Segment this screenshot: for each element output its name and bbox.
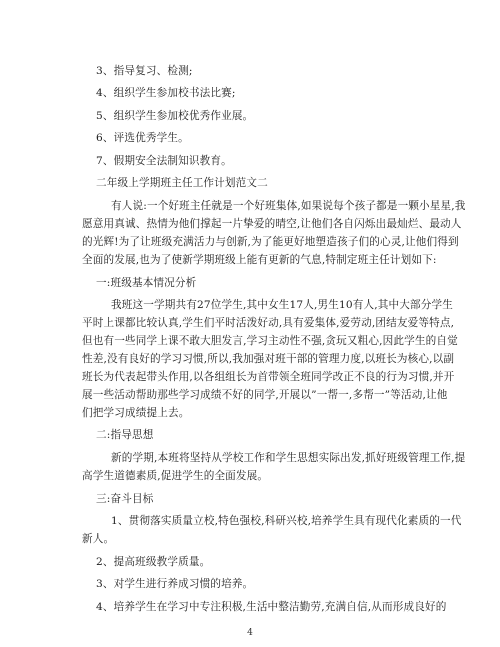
paragraph-line: 新的学期,本班将坚持从学校工作和学生思想实际出发,抓好班级管理工作,提 bbox=[111, 452, 466, 464]
list-item: 3、指导复习、检测; bbox=[96, 65, 193, 77]
list-item: 4、培养学生在学习中专注积极,生活中整洁勤劳,充满自信,从而形成良好的 bbox=[96, 601, 447, 613]
paragraph-line: 性差,没有良好的学习习惯,所以,我加强对班干部的管理力度,以班长为核心,以副 bbox=[82, 353, 455, 365]
page-number: 4 bbox=[247, 628, 253, 638]
paragraph-line: 愿意用真诚、热情为他们撑起一片挚爱的晴空,让他们各自闪烁出最灿烂、最动人 bbox=[82, 218, 462, 230]
paragraph-line: 展一些活动帮助那些学习成绩不好的同学,开展以”一帮一,多帮一”等活动,让他 bbox=[82, 389, 448, 401]
paragraph-line: 班长为代表起带头作用,以各组组长为首带领全班同学改正不良的行为习惯,并开 bbox=[82, 371, 455, 383]
paragraph-line: 高学生道德素质,促进学生的全面发展。 bbox=[82, 470, 269, 482]
list-item: 1、贯彻落实质量立校,特色强校,科研兴校,培养学生具有现代化素质的一代 bbox=[111, 515, 462, 527]
list-item: 6、评选优秀学生。 bbox=[96, 132, 189, 144]
section-heading: 三:奋斗目标 bbox=[96, 493, 154, 505]
section-heading: 二:指导思想 bbox=[96, 429, 154, 441]
section-heading: 一:班级基本情况分析 bbox=[96, 277, 197, 289]
list-item: 5、组织学生参加校优秀作业展。 bbox=[96, 110, 254, 122]
list-item: 3、对学生进行养成习惯的培养。 bbox=[96, 578, 254, 590]
list-item: 7、假期安全法制知识教育。 bbox=[96, 155, 232, 167]
paragraph-line: 平时上课都比较认真,学生们平时活泼好动,具有爱集体,爱劳动,团结友爱等特点, bbox=[82, 317, 455, 329]
paragraph-line: 们把学习成绩提上去。 bbox=[82, 407, 190, 419]
list-item: 4、组织学生参加校书法比赛; bbox=[96, 87, 236, 99]
paragraph-line: 但也有一些同学上课不敢大胆发言,学习主动性不强,贪玩又粗心,因此学生的自觉 bbox=[82, 335, 458, 347]
paragraph-line: 我班这一学期共有27位学生,其中女生17人,男生10有人,其中大部分学生 bbox=[111, 299, 453, 311]
paragraph-line: 有人说:一个好班主任就是一个好班集体,如果说每个孩子都是一颗小星星,我 bbox=[111, 200, 466, 212]
paragraph-line: 全面的发展,也为了使新学期班级上能有更新的气息,特制定班主任计划如下: bbox=[82, 254, 437, 266]
paragraph-line: 的光辉!为了让班级充满活力与创新,为了能更好地塑造孩子们的心灵,让他们得到 bbox=[82, 236, 459, 248]
section-title: 二年级上学期班主任工作计划范文二 bbox=[96, 177, 268, 189]
list-item: 2、提高班级教学质量。 bbox=[96, 556, 211, 568]
list-item: 新人。 bbox=[82, 533, 115, 545]
